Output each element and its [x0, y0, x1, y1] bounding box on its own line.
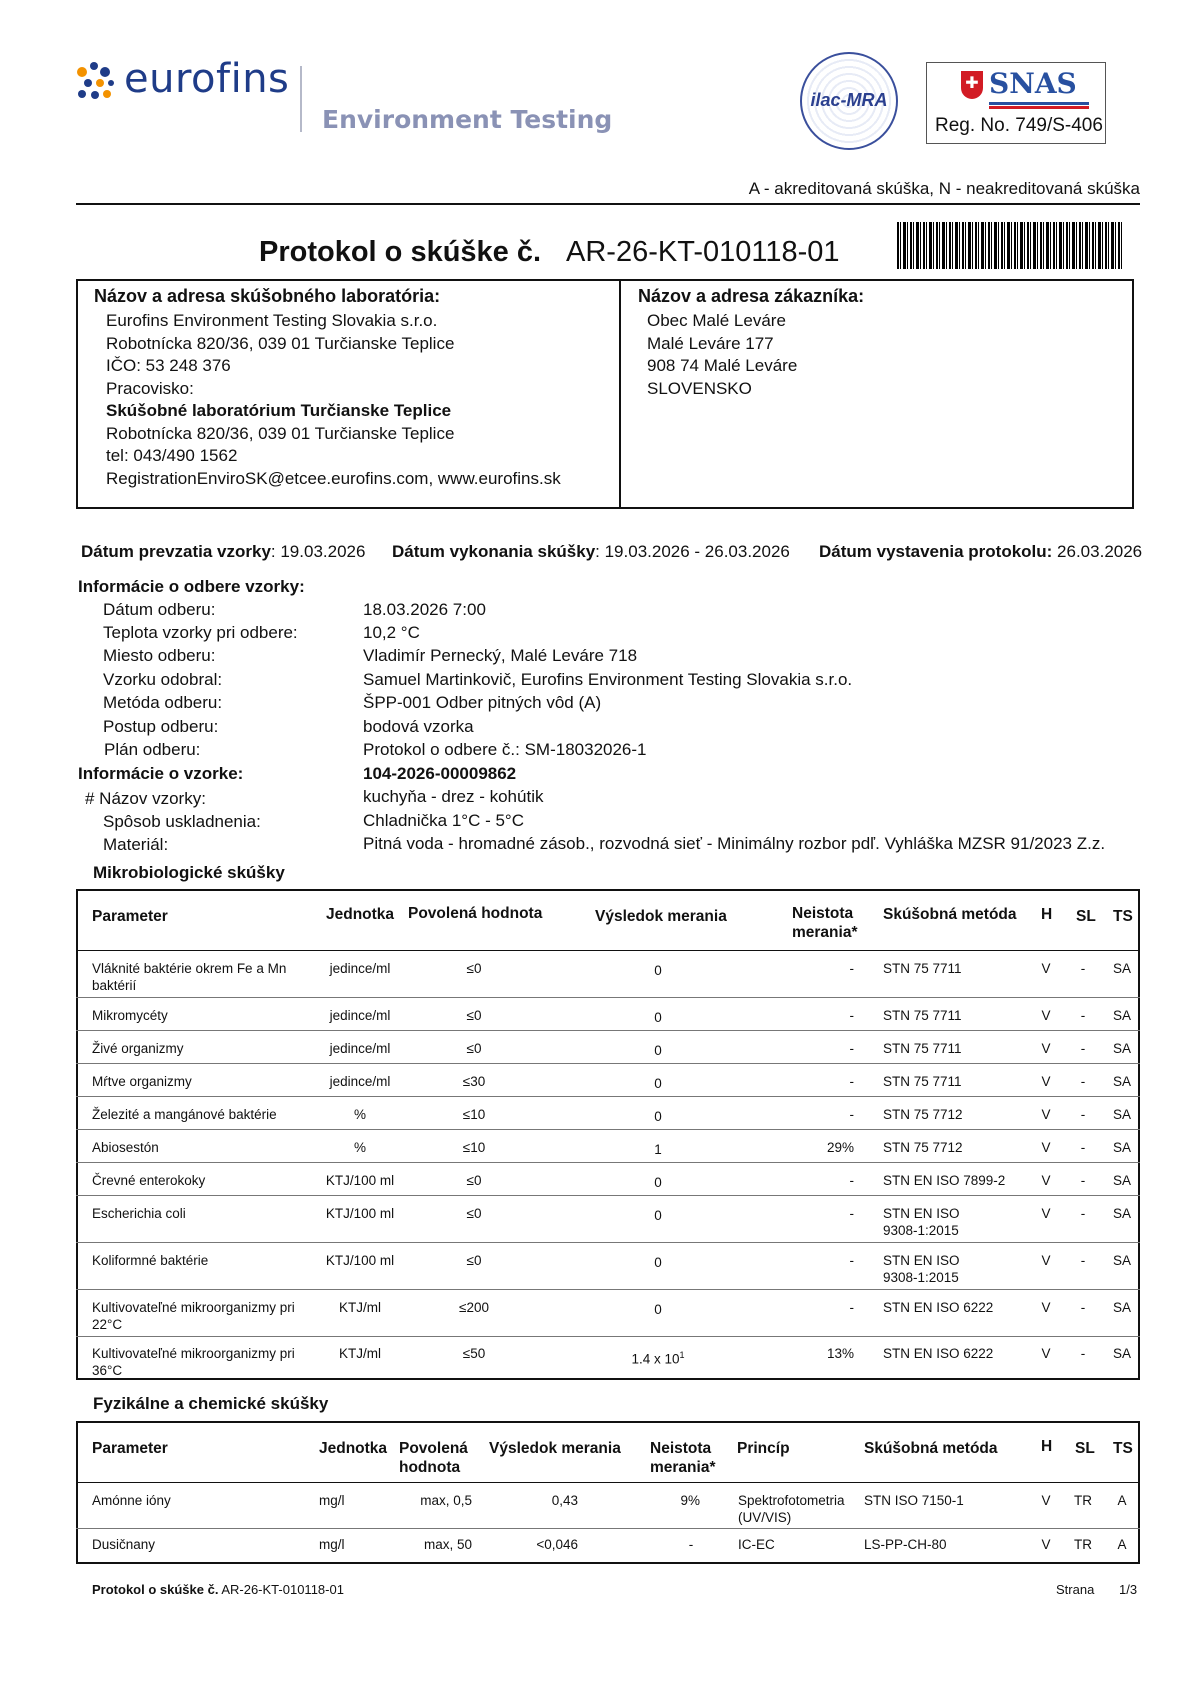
lab-address: [106, 310, 561, 490]
chem-col-ts: TS: [1113, 1440, 1133, 1457]
protocol-number: AR-26-KT-010118-01: [566, 236, 840, 268]
micro-cell-method: STN EN ISO 9308-1:2015: [883, 1206, 960, 1238]
micro-cell-parameter: Kultivovateľné mikroorganizmy pri 22°C: [92, 1300, 295, 1332]
micro-row-divider: [76, 1242, 1140, 1243]
chem-col-parameter: Parameter: [92, 1440, 168, 1457]
micro-cell-result: 1.4 x $10^1$: [631, 1350, 685, 1367]
eurofins-logo-icon: [74, 58, 118, 102]
accreditation-legend: A - akreditovaná skúška, N - neakreditovaná skúška: [748, 179, 1140, 198]
micro-cell-uncertainty: -: [849, 1008, 854, 1023]
micro-cell-method: STN 75 7712: [883, 1140, 963, 1155]
micro-cell-unit: KTJ/ml: [339, 1300, 381, 1315]
footer-page-label: Strana: [1056, 1582, 1095, 1597]
micro-cell-uncertainty: -: [849, 1107, 854, 1122]
micro-cell-ts: SA: [1112, 1346, 1131, 1361]
chem-col-limit: [399, 1439, 468, 1477]
sampling-label: Teplota vzorky pri odbere:: [103, 623, 298, 642]
micro-col-ts: TS: [1113, 908, 1133, 925]
date-issued-value: 26.03.2026: [1052, 542, 1143, 561]
micro-row-divider: [76, 1030, 1140, 1031]
protocol-title: Protokol o skúške č.: [259, 236, 542, 268]
brand-name: eurofins: [124, 56, 290, 102]
sampling-value: 18.03.2026 7:00: [363, 600, 486, 619]
sample-label: # Názov vzorky:: [85, 789, 206, 808]
sampling-value: bodová vzorka: [363, 717, 474, 736]
chem-col-unit: Jednotka: [319, 1440, 388, 1457]
micro-col-method: Skúšobná metóda: [883, 906, 1017, 923]
micro-cell-unit: KTJ/100 ml: [325, 1253, 395, 1268]
micro-cell-limit: ≤200: [459, 1300, 489, 1315]
chem-cell-limit: max, 0,5: [420, 1493, 472, 1508]
micro-cell-uncertainty: -: [849, 1041, 854, 1056]
micro-cell-parameter: Živé organizmy: [92, 1041, 184, 1056]
shield-icon: ✚: [961, 71, 983, 99]
chem-cell-unit: mg/l: [319, 1537, 345, 1552]
micro-cell-unit: %: [353, 1140, 366, 1155]
chem-cell-unit: mg/l: [319, 1493, 345, 1508]
lab-line: Pracovisko:: [106, 378, 194, 398]
micro-cell-sl: -: [1080, 961, 1086, 976]
chem-cell-uncertainty: -: [688, 1537, 694, 1552]
micro-cell-result: 1: [654, 1142, 662, 1157]
micro-cell-result: 0: [654, 1010, 662, 1025]
micro-col-parameter: Parameter: [92, 908, 168, 925]
micro-cell-uncertainty: -: [849, 1173, 854, 1188]
snas-accreditation-box: [926, 62, 1106, 144]
micro-cell-uncertainty: 13%: [826, 1346, 854, 1361]
chem-row-divider: [76, 1528, 1140, 1529]
chem-cell-result: <0,046: [536, 1537, 578, 1552]
micro-cell-parameter: Vláknité baktérie okrem Fe a Mn baktérií: [92, 961, 287, 993]
chem-cell-sl: TR: [1074, 1493, 1092, 1508]
chem-col-limit-line1: Povolená: [399, 1440, 468, 1457]
micro-cell-ts: SA: [1112, 1140, 1131, 1155]
lab-line: Skúšobné laboratórium Turčianske Teplice: [106, 401, 452, 420]
date-performed: [392, 542, 790, 562]
sampling-label: Miesto odberu:: [103, 646, 216, 665]
chem-cell-h: V: [1041, 1537, 1051, 1552]
sampling-value: Vladimír Pernecký, Malé Leváre 718: [363, 646, 638, 665]
micro-cell-parameter: Escherichia coli: [92, 1206, 186, 1221]
micro-header-rule: [76, 950, 1140, 951]
micro-cell-method: STN EN ISO 6222: [883, 1300, 994, 1315]
micro-cell-sl: -: [1080, 1140, 1086, 1155]
customer-line: Malé Leváre 177: [647, 333, 774, 353]
sample-label: Materiál:: [103, 835, 169, 854]
chem-cell-method: STN ISO 7150-1: [864, 1493, 964, 1508]
micro-cell-h: V: [1041, 1253, 1051, 1268]
lab-line: tel: 043/490 1562: [106, 446, 238, 465]
micro-cell-method: STN 75 7711: [883, 1041, 962, 1056]
micro-cell-method: STN 75 7712: [883, 1107, 963, 1122]
micro-cell-unit: KTJ/100 ml: [325, 1206, 395, 1221]
micro-row-divider: [76, 1063, 1140, 1064]
chem-cell-parameter: Amónne ióny: [92, 1493, 171, 1508]
chem-cell-parameter: Dusičnany: [92, 1537, 156, 1552]
customer-line: Obec Malé Leváre: [647, 311, 786, 330]
micro-cell-ts: SA: [1112, 1041, 1131, 1056]
micro-col-limit: Povolená hodnota: [408, 905, 543, 922]
chem-cell-ts: A: [1117, 1537, 1127, 1552]
micro-cell-unit: jedince/ml: [329, 1008, 391, 1023]
footer-protocol-number: AR-26-KT-010118-01: [218, 1582, 344, 1597]
chem-cell-principle: IC-EC: [738, 1537, 775, 1552]
lab-contact-line[interactable]: RegistrationEnviroSK@etcee.eurofins.com, www.eurofins.sk: [106, 468, 561, 488]
micro-cell-limit: ≤0: [466, 961, 482, 976]
chem-header-rule: [76, 1482, 1140, 1483]
date-received: [81, 542, 365, 562]
micro-cell-limit: ≤50: [462, 1346, 486, 1361]
micro-cell-result: 0: [654, 1255, 662, 1270]
micro-cell-sl: -: [1080, 1206, 1086, 1221]
sampling-label: Metóda odberu:: [103, 693, 223, 712]
micro-cell-h: V: [1041, 1300, 1051, 1315]
micro-cell-limit: ≤0: [466, 1041, 482, 1056]
micro-cell-sl: -: [1080, 1346, 1086, 1361]
address-box-divider: [619, 279, 621, 509]
chem-col-principle: Princíp: [737, 1440, 790, 1457]
micro-cell-sl: -: [1080, 1074, 1086, 1089]
micro-cell-h: V: [1041, 1008, 1051, 1023]
division-name: Environment Testing: [322, 105, 613, 134]
micro-cell-h: V: [1041, 1346, 1051, 1361]
micro-row-divider: [76, 1162, 1140, 1163]
micro-cell-uncertainty: -: [849, 1300, 854, 1315]
ilac-mra-text: ilac-MRA: [810, 90, 888, 110]
micro-cell-parameter: Črevné enterokoky: [92, 1173, 206, 1188]
micro-cell-ts: SA: [1112, 1300, 1131, 1315]
micro-cell-parameter: Kultivovateľné mikroorganizmy pri 36°C: [92, 1346, 295, 1378]
micro-cell-h: V: [1041, 1173, 1051, 1188]
micro-cell-unit: jedince/ml: [329, 1041, 391, 1056]
date-received-value: : 19.03.2026: [270, 542, 366, 561]
customer-heading: Názov a adresa zákazníka:: [638, 286, 865, 306]
chem-col-method: Skúšobná metóda: [864, 1440, 998, 1457]
micro-cell-limit: ≤0: [466, 1206, 482, 1221]
micro-cell-ts: SA: [1112, 1173, 1131, 1188]
micro-cell-sl: -: [1080, 1107, 1086, 1122]
micro-col-uncertainty-line1: Neistota: [792, 905, 854, 922]
micro-cell-parameter: Mikromycéty: [92, 1008, 168, 1023]
micro-col-unit: Jednotka: [326, 906, 395, 923]
micro-cell-h: V: [1041, 961, 1051, 976]
micro-col-result: Výsledok merania: [595, 908, 727, 925]
sampling-label: Plán odberu:: [104, 740, 201, 759]
micro-cell-h: V: [1041, 1107, 1051, 1122]
chem-cell-limit: max, 50: [423, 1537, 472, 1552]
lab-line: Robotnícka 820/36, 039 01 Turčianske Teplice: [106, 333, 455, 353]
micro-cell-sl: -: [1080, 1008, 1086, 1023]
micro-cell-h: V: [1041, 1074, 1051, 1089]
micro-col-uncertainty-line2: merania*: [792, 924, 858, 941]
micro-col-uncertainty: [792, 904, 857, 942]
customer-line: SLOVENSKO: [647, 378, 752, 398]
micro-cell-uncertainty: 29%: [826, 1140, 854, 1155]
micro-section-title: Mikrobiologické skúšky: [93, 863, 285, 882]
micro-cell-ts: SA: [1112, 1253, 1131, 1268]
micro-row-divider: [76, 1195, 1140, 1196]
sample-heading: Informácie o vzorke:: [78, 764, 244, 783]
chem-col-uncertainty-line1: Neistota: [650, 1440, 712, 1457]
date-received-label: Dátum prevzatia vzorky: [81, 542, 271, 561]
registration-number: Reg. No. 749/S-406: [935, 115, 1103, 136]
chem-col-limit-line2: hodnota: [399, 1459, 461, 1476]
chem-col-uncertainty-line2: merania*: [650, 1459, 716, 1476]
lab-line: IČO: 53 248 376: [106, 356, 231, 375]
micro-cell-result: 0: [654, 1302, 662, 1317]
sampling-label: Dátum odberu:: [103, 600, 216, 619]
chem-cell-method: LS-PP-CH-80: [864, 1537, 947, 1552]
snas-underline-blue: [989, 102, 1089, 105]
date-issued: [819, 542, 1142, 562]
micro-cell-unit: %: [353, 1107, 366, 1122]
micro-row-divider: [76, 1336, 1140, 1337]
sampling-value: Samuel Martinkovič, Eurofins Environment Testing Slovakia s.r.o.: [363, 670, 853, 689]
date-performed-value: : 19.03.2026 - 26.03.2026: [595, 542, 790, 561]
micro-cell-uncertainty: -: [849, 1074, 854, 1089]
sampling-label: Vzorku odobral:: [103, 670, 223, 689]
micro-cell-method: STN EN ISO 7899-2: [883, 1173, 1006, 1188]
chem-col-result: Výsledok merania: [489, 1440, 621, 1457]
footer-protocol: [92, 1582, 344, 1597]
micro-cell-limit: ≤0: [466, 1008, 482, 1023]
micro-cell-limit: ≤0: [466, 1253, 482, 1268]
micro-cell-ts: SA: [1112, 1074, 1131, 1089]
micro-cell-sl: -: [1080, 1173, 1086, 1188]
micro-col-sl: SL: [1076, 908, 1096, 925]
micro-cell-method: STN EN ISO 9308-1:2015: [883, 1253, 960, 1285]
micro-cell-h: V: [1041, 1041, 1051, 1056]
micro-cell-ts: SA: [1112, 1008, 1131, 1023]
micro-cell-limit: ≤30: [462, 1074, 486, 1089]
header-rule: [76, 203, 1140, 205]
snas-logo-text: SNAS: [989, 67, 1077, 100]
footer-protocol-label: Protokol o skúške č.: [92, 1582, 219, 1597]
sampling-value: ŠPP-001 Odber pitných vôd (A): [363, 693, 602, 712]
micro-cell-result: 0: [654, 963, 662, 978]
micro-cell-sl: -: [1080, 1253, 1086, 1268]
date-performed-label: Dátum vykonania skúšky: [392, 542, 596, 561]
micro-cell-parameter: Abiosestón: [92, 1140, 159, 1155]
micro-cell-unit: KTJ/100 ml: [325, 1173, 395, 1188]
micro-cell-unit: jedince/ml: [329, 1074, 391, 1089]
micro-cell-result: 0: [654, 1109, 662, 1124]
chem-cell-principle: Spektrofotometria (UV/VIS): [738, 1493, 845, 1525]
sample-value: kuchyňa - drez - kohútik: [363, 787, 544, 806]
micro-row-divider: [76, 1129, 1140, 1130]
micro-cell-unit: jedince/ml: [329, 961, 391, 976]
sampling-value: Protokol o odbere č.: SM-18032026-1: [363, 740, 647, 759]
micro-cell-uncertainty: -: [849, 1206, 854, 1221]
micro-cell-parameter: Železité a mangánové baktérie: [92, 1107, 277, 1122]
micro-cell-method: STN 75 7711: [883, 1008, 962, 1023]
chem-cell-ts: A: [1117, 1493, 1127, 1508]
sample-value: Pitná voda - hromadné zásob., rozvodná sieť - Minimálny rozbor pdľ. Vyhláška MZSR 91/2023 Z.z.: [363, 834, 1106, 853]
micro-cell-parameter: Koliformné baktérie: [92, 1253, 209, 1268]
sample-id: 104-2026-00009862: [363, 764, 517, 783]
customer-address: [647, 310, 797, 400]
ilac-mra-seal: [800, 52, 898, 150]
micro-row-divider: [76, 1096, 1140, 1097]
lab-line: Robotnícka 820/36, 039 01 Turčianske Teplice: [106, 423, 455, 443]
micro-cell-ts: SA: [1112, 961, 1131, 976]
micro-cell-uncertainty: -: [849, 1253, 854, 1268]
date-issued-label: Dátum vystavenia protokolu:: [819, 542, 1053, 561]
chem-col-uncertainty: [650, 1439, 715, 1477]
snas-underline-red: [989, 106, 1089, 109]
micro-col-h: H: [1041, 906, 1053, 923]
micro-cell-sl: -: [1080, 1300, 1086, 1315]
barcode: [897, 222, 1123, 269]
micro-row-divider: [76, 997, 1140, 998]
customer-line: 908 74 Malé Leváre: [647, 356, 798, 375]
micro-cell-h: V: [1041, 1140, 1051, 1155]
micro-cell-result: 0: [654, 1076, 662, 1091]
micro-cell-unit: KTJ/ml: [339, 1346, 381, 1361]
sampling-value: 10,2 °C: [363, 623, 420, 642]
micro-cell-method: STN 75 7711: [883, 961, 962, 976]
micro-cell-method: STN EN ISO 6222: [883, 1346, 994, 1361]
sampling-label: Postup odberu:: [103, 717, 219, 736]
micro-cell-result: 0: [654, 1208, 662, 1223]
micro-cell-limit: ≤10: [462, 1107, 486, 1122]
chem-cell-sl: TR: [1074, 1537, 1092, 1552]
micro-cell-limit: ≤0: [466, 1173, 482, 1188]
lab-heading: Názov a adresa skúšobného laboratória:: [94, 286, 441, 306]
sample-value: Chladnička 1°C - 5°C: [363, 811, 524, 830]
chem-cell-result: 0,43: [551, 1493, 578, 1508]
sampling-heading: Informácie o odbere vzorky:: [78, 577, 305, 596]
micro-cell-ts: SA: [1112, 1206, 1131, 1221]
chem-cell-h: V: [1041, 1493, 1051, 1508]
micro-cell-method: STN 75 7711: [883, 1074, 962, 1089]
micro-cell-ts: SA: [1112, 1107, 1131, 1122]
micro-cell-h: V: [1041, 1206, 1051, 1221]
micro-cell-uncertainty: -: [849, 961, 854, 976]
chem-cell-uncertainty: 9%: [680, 1493, 700, 1508]
lab-line: Eurofins Environment Testing Slovakia s.r.o.: [106, 311, 438, 330]
chem-section-title: Fyzikálne a chemické skúšky: [93, 1394, 329, 1413]
footer-page-number: 1/3: [1119, 1582, 1138, 1597]
micro-cell-sl: -: [1080, 1041, 1086, 1056]
micro-cell-result: 0: [654, 1175, 662, 1190]
micro-cell-result: 0: [654, 1043, 662, 1058]
micro-row-divider: [76, 1289, 1140, 1290]
chem-col-sl: SL: [1075, 1440, 1095, 1457]
micro-cell-parameter: Mŕtve organizmy: [92, 1074, 192, 1089]
logo-divider: [300, 66, 302, 132]
chem-col-h: H: [1041, 1438, 1053, 1455]
sample-label: Spôsob uskladnenia:: [103, 812, 261, 831]
micro-cell-limit: ≤10: [462, 1140, 486, 1155]
